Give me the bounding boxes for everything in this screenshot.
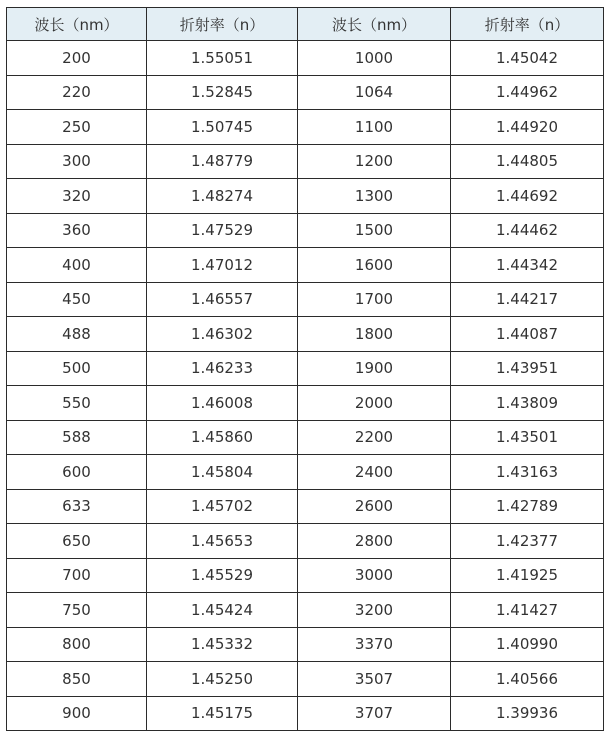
table-row xyxy=(7,593,604,628)
cell-wavelength-1: 200 xyxy=(7,41,147,76)
cell-refractive-index-2: 1.44962 xyxy=(451,75,604,110)
cell-wavelength-2: 2200 xyxy=(298,420,451,455)
cell-wavelength-2: 1600 xyxy=(298,248,451,283)
cell-refractive-index-2: 1.44692 xyxy=(451,179,604,214)
cell-refractive-index-1: 1.45653 xyxy=(147,524,298,559)
cell-refractive-index-2: 1.44920 xyxy=(451,110,604,145)
cell-refractive-index-2: 1.44462 xyxy=(451,213,604,248)
cell-refractive-index-2: 1.41427 xyxy=(451,593,604,628)
cell-refractive-index-2: 1.40566 xyxy=(451,662,604,697)
table-row xyxy=(7,41,604,76)
header-refractive-index-2: 折射率（n） xyxy=(451,8,604,41)
cell-refractive-index-2: 1.44805 xyxy=(451,144,604,179)
cell-wavelength-2: 2600 xyxy=(298,489,451,524)
cell-refractive-index-1: 1.45250 xyxy=(147,662,298,697)
cell-refractive-index-2: 1.43951 xyxy=(451,351,604,386)
table-row xyxy=(7,524,604,559)
cell-wavelength-2: 1700 xyxy=(298,282,451,317)
cell-wavelength-2: 2000 xyxy=(298,386,451,421)
table-row xyxy=(7,696,604,731)
table-row xyxy=(7,75,604,110)
table-row xyxy=(7,248,604,283)
cell-refractive-index-1: 1.46302 xyxy=(147,317,298,352)
cell-refractive-index-2: 1.44087 xyxy=(451,317,604,352)
cell-wavelength-1: 850 xyxy=(7,662,147,697)
table-row xyxy=(7,144,604,179)
cell-wavelength-1: 500 xyxy=(7,351,147,386)
cell-wavelength-1: 588 xyxy=(7,420,147,455)
cell-refractive-index-1: 1.45804 xyxy=(147,455,298,490)
cell-refractive-index-1: 1.45860 xyxy=(147,420,298,455)
cell-wavelength-2: 1200 xyxy=(298,144,451,179)
cell-refractive-index-1: 1.48779 xyxy=(147,144,298,179)
header-refractive-index-1: 折射率（n） xyxy=(147,8,298,41)
table-row xyxy=(7,662,604,697)
cell-wavelength-1: 320 xyxy=(7,179,147,214)
cell-refractive-index-2: 1.43501 xyxy=(451,420,604,455)
cell-refractive-index-1: 1.45702 xyxy=(147,489,298,524)
header-wavelength-2: 波长（nm） xyxy=(298,8,451,41)
cell-refractive-index-1: 1.52845 xyxy=(147,75,298,110)
table-row xyxy=(7,386,604,421)
table-row xyxy=(7,351,604,386)
cell-refractive-index-1: 1.46557 xyxy=(147,282,298,317)
cell-wavelength-2: 1300 xyxy=(298,179,451,214)
cell-refractive-index-1: 1.46008 xyxy=(147,386,298,421)
cell-refractive-index-1: 1.45332 xyxy=(147,627,298,662)
cell-wavelength-1: 400 xyxy=(7,248,147,283)
table-row xyxy=(7,179,604,214)
cell-wavelength-2: 1900 xyxy=(298,351,451,386)
cell-wavelength-1: 360 xyxy=(7,213,147,248)
cell-wavelength-2: 1800 xyxy=(298,317,451,352)
cell-wavelength-2: 2800 xyxy=(298,524,451,559)
cell-refractive-index-2: 1.44217 xyxy=(451,282,604,317)
cell-wavelength-1: 300 xyxy=(7,144,147,179)
table-header xyxy=(7,8,604,41)
cell-refractive-index-2: 1.45042 xyxy=(451,41,604,76)
table-body xyxy=(7,41,604,731)
cell-wavelength-2: 3000 xyxy=(298,558,451,593)
cell-wavelength-1: 450 xyxy=(7,282,147,317)
cell-wavelength-2: 3200 xyxy=(298,593,451,628)
cell-refractive-index-2: 1.40990 xyxy=(451,627,604,662)
table-row xyxy=(7,282,604,317)
cell-refractive-index-1: 1.47012 xyxy=(147,248,298,283)
cell-wavelength-2: 1064 xyxy=(298,75,451,110)
cell-refractive-index-1: 1.45529 xyxy=(147,558,298,593)
cell-wavelength-1: 650 xyxy=(7,524,147,559)
cell-wavelength-2: 3370 xyxy=(298,627,451,662)
header-row xyxy=(7,8,604,41)
table-row xyxy=(7,110,604,145)
cell-wavelength-2: 1000 xyxy=(298,41,451,76)
cell-refractive-index-2: 1.43163 xyxy=(451,455,604,490)
header-wavelength-1: 波长（nm） xyxy=(7,8,147,41)
table-row xyxy=(7,420,604,455)
table-row xyxy=(7,455,604,490)
cell-wavelength-1: 700 xyxy=(7,558,147,593)
cell-wavelength-2: 3507 xyxy=(298,662,451,697)
cell-wavelength-1: 250 xyxy=(7,110,147,145)
cell-wavelength-1: 220 xyxy=(7,75,147,110)
table-container xyxy=(6,7,603,731)
cell-refractive-index-1: 1.55051 xyxy=(147,41,298,76)
cell-refractive-index-2: 1.44342 xyxy=(451,248,604,283)
cell-wavelength-2: 1100 xyxy=(298,110,451,145)
cell-wavelength-1: 488 xyxy=(7,317,147,352)
cell-wavelength-1: 550 xyxy=(7,386,147,421)
cell-wavelength-2: 1500 xyxy=(298,213,451,248)
refractive-index-table xyxy=(6,7,604,731)
cell-refractive-index-1: 1.48274 xyxy=(147,179,298,214)
cell-refractive-index-1: 1.50745 xyxy=(147,110,298,145)
table-row xyxy=(7,213,604,248)
cell-wavelength-1: 600 xyxy=(7,455,147,490)
cell-refractive-index-1: 1.47529 xyxy=(147,213,298,248)
table-row xyxy=(7,489,604,524)
cell-refractive-index-2: 1.42377 xyxy=(451,524,604,559)
cell-wavelength-2: 3707 xyxy=(298,696,451,731)
cell-refractive-index-1: 1.45424 xyxy=(147,593,298,628)
cell-refractive-index-1: 1.46233 xyxy=(147,351,298,386)
cell-wavelength-1: 750 xyxy=(7,593,147,628)
cell-wavelength-1: 900 xyxy=(7,696,147,731)
table-row xyxy=(7,558,604,593)
cell-wavelength-1: 800 xyxy=(7,627,147,662)
cell-refractive-index-1: 1.45175 xyxy=(147,696,298,731)
cell-refractive-index-2: 1.42789 xyxy=(451,489,604,524)
table-row xyxy=(7,627,604,662)
cell-wavelength-1: 633 xyxy=(7,489,147,524)
cell-wavelength-2: 2400 xyxy=(298,455,451,490)
table-row xyxy=(7,317,604,352)
cell-refractive-index-2: 1.39936 xyxy=(451,696,604,731)
cell-refractive-index-2: 1.41925 xyxy=(451,558,604,593)
cell-refractive-index-2: 1.43809 xyxy=(451,386,604,421)
